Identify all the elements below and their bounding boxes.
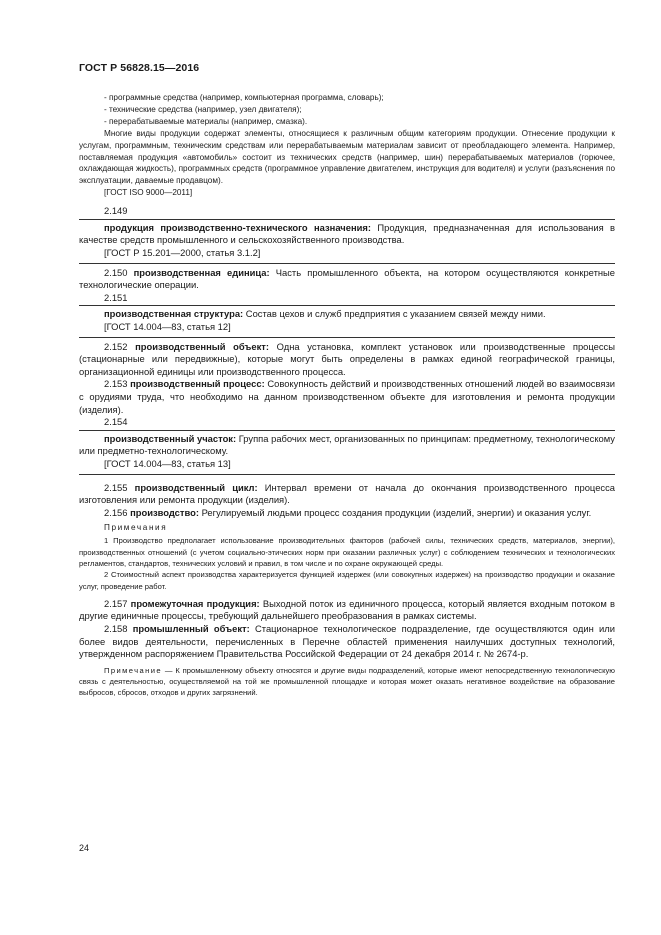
document-header: ГОСТ Р 56828.15—2016 xyxy=(79,62,200,74)
entry-number: 2.157 xyxy=(104,597,128,609)
entry-number: 2.153 xyxy=(104,378,128,390)
term-entry xyxy=(79,378,615,416)
list-item: - перерабатываемые материалы (например, смазка). xyxy=(104,116,308,126)
term-entry xyxy=(79,222,615,247)
notes-heading: Примечания xyxy=(104,523,168,533)
term: промышленный объект: xyxy=(132,622,250,634)
entry-number: 2.156 xyxy=(104,506,128,518)
definition: Состав цехов и служб предприятия с указанием связей между ними. xyxy=(243,308,546,320)
list-item: - программные средства (например, компьютерная программа, словарь); xyxy=(104,93,384,102)
term: производственный объект: xyxy=(135,340,270,352)
note-text: — К промышленному объекту относятся и другие виды подразделений, которые имеют непосредственную технологическую связь с деятельностью, осуществляемой на той же промышленной площадке и которая может оказать негативное воздействие на образование выбросов, сбросов, отходов и других загрязнений. xyxy=(79,665,615,698)
definition: Часть промышленного объекта, на котором осуществляются конкретные технологические операции. xyxy=(79,266,616,291)
note-item: 2 Стоимостный аспект производства характеризуется функцией издержек (или совокупных издержек) на производство продукции и оказание услуг, проведение работ. xyxy=(79,570,615,591)
term: производственная единица: xyxy=(133,266,270,278)
reference: [ГОСТ ISO 9000—2011] xyxy=(104,188,193,198)
reference: [ГОСТ Р 15.201—2000, статья 3.1.2] xyxy=(104,247,261,259)
entry-number: 2.158 xyxy=(104,622,128,634)
definition: Выходной поток из единичного процесса, который является входным потоком в другие единичные процессы, требующий дальнейшего преобразования в рамках системы. xyxy=(79,597,615,622)
term: производственная структура: xyxy=(104,308,244,320)
term-entry xyxy=(79,433,615,458)
definition: Группа рабочих мест, организованных по принципам: предметному, технологическому или предметно-технологическому. xyxy=(79,432,615,457)
entry-number: 2.151 xyxy=(104,291,128,303)
entry-number: 2.150 xyxy=(104,266,128,278)
term-entry xyxy=(79,507,615,520)
definition: Продукция, предназначенная для использования в качестве средств промышленного и сельскохозяйственного производства. xyxy=(79,221,615,246)
list-item: - технические средства (например, узел двигателя); xyxy=(104,104,302,114)
reference: [ГОСТ 14.004—83, статья 12] xyxy=(104,321,231,332)
definition: Стационарное технологическое подразделение, где осуществляются один или более видов деятельности, перечисленных в Перечне областей применения наилучших доступных технологий, утвержденном распоряжением Правительства Российской Федерации от 24 декабря 2014 г. № 2674-р. xyxy=(79,622,615,660)
note-label: Примечание xyxy=(104,665,162,675)
reference: [ГОСТ 14.004—83, статья 13] xyxy=(104,457,231,469)
entry-number: 2.149 xyxy=(104,205,128,217)
page-number: 24 xyxy=(79,843,90,853)
term-entry xyxy=(79,598,615,623)
note-item: 1 Производство предполагает использование производительных факторов (рабочей силы, технических средств, материалов, энергии), производственных отношений (с учетом социально-этических норм при оказании различных услуг) с соблюдением технических и технологических регламентов, стандартов, технических условий и правил, в том числе и по охране окружающей среды. xyxy=(79,536,615,568)
note-item xyxy=(79,665,615,699)
term-entry xyxy=(79,341,615,379)
definition: Одна установка, комплект установок или производственные процессы (стационарные или передвижные), которые могут быть определены в рамках единой географической границы, организационной единицы или производственного процесса. xyxy=(79,340,615,377)
page-body xyxy=(79,92,615,699)
term-entry xyxy=(79,267,615,292)
term-box xyxy=(79,219,615,264)
definition: Совокупность действий и производственных отношений людей во взаимосвязи с орудиями труда, что необходимо на данном производственном объекте для изготовления и ремонта продукции (изделия). xyxy=(79,378,615,415)
definition: Интервал времени от начала до окончания производственного процесса изготовления или ремонта продукции (изделия). xyxy=(79,481,615,506)
term: продукция производственно-технического назначения: xyxy=(104,221,371,233)
entry-number: 2.152 xyxy=(104,340,128,352)
term-entry xyxy=(79,623,615,661)
term-entry xyxy=(79,308,615,321)
term-box xyxy=(79,305,615,337)
term: производственный процесс: xyxy=(130,378,265,390)
term: промежуточная продукция: xyxy=(130,597,260,609)
term-entry xyxy=(79,482,615,507)
intro-paragraph: Многие виды продукции содержат элементы, относящиеся к различным общим категориям продукции. Отнесение продукции к услугам, программным, техническим средствам или перерабатываемым материалам зависит от преобладающего элемента. Например, поставляемая продукция «автомобиль» состоит из технических средств (например, шин) перерабатываемых материалов (горючее, охлаждающая жидкость), программных средств (программное управление двигателем, инструкция для водителя) и услуги (разъяснения по эксплуатации, даваемые продавцом). xyxy=(79,128,615,186)
term: производственный цикл: xyxy=(134,481,258,493)
term-box xyxy=(79,430,615,475)
entry-number: 2.154 xyxy=(104,416,128,428)
definition: Регулируемый людьми процесс создания продукции (изделий, энергии) и оказания услуг. xyxy=(198,506,592,518)
entry-number: 2.155 xyxy=(104,481,128,493)
term: производственный участок: xyxy=(104,432,237,444)
term: производство: xyxy=(130,506,199,518)
